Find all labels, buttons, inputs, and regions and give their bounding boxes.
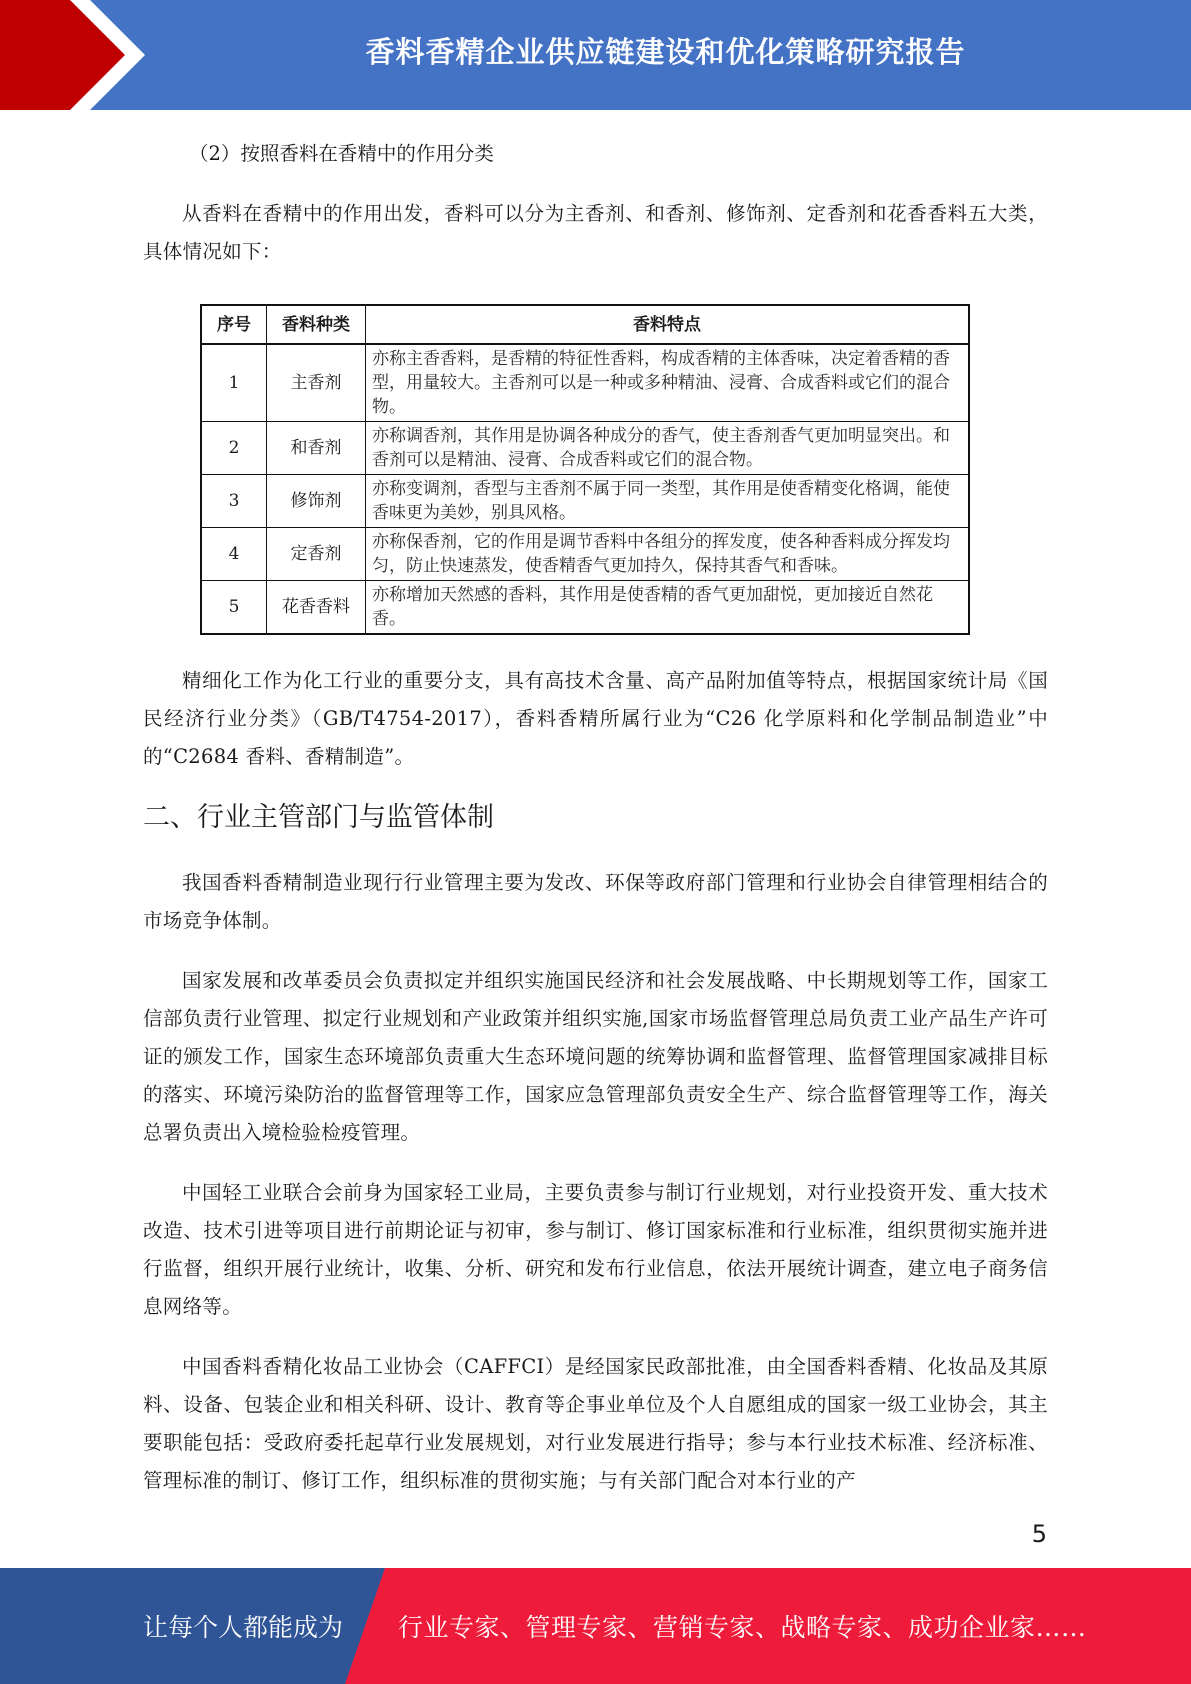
industry-classification-paragraph: 精细化工作为化工行业的重要分支，具有高技术含量、高产品附加值等特点，根据国家统计局《国民经济行业分类》（GB/T4754-2017），香料香精所属行业为“C26 化学原料和化学制品制造业”中的“C2684 香料、香精制造”。 — [143, 669, 1048, 768]
row-type: 和香剂 — [267, 422, 366, 475]
row-type: 主香剂 — [267, 344, 366, 422]
page-content-lower — [143, 662, 1048, 1500]
body-paragraph: 国家发展和改革委员会负责拟定并组织实施国民经济和社会发展战略、中长期规划等工作，国家工信部负责行业管理、拟定行业规划和产业政策并组织实施,国家市场监督管理总局负责工业产品生产许可证的颁发工作，国家生态环境部负责重大生态环境问题的统筹协调和监督管理、监督管理国家减排目标的落实、环境污染防治的监督管理等工作，国家应急管理部负责安全生产、综合监督管理等工作，海关总署负责出入境检验检疫管理。 — [143, 969, 1048, 1144]
row-type: 定香剂 — [267, 528, 366, 581]
page-content — [143, 135, 1048, 271]
table-row — [201, 581, 969, 635]
section-heading: 二、行业主管部门与监管体制 — [143, 802, 494, 833]
body-paragraph: 中国香料香精化妆品工业协会（CAFFCI）是经国家民政部批准，由全国香料香精、化妆品及其原料、设备、包装企业和相关科研、设计、教育等企事业单位及个人自愿组成的国家一级工业协会，其主要职能包括：受政府委托起草行业发展规划，对行业发展进行指导；参与本行业技术标准、经济标准、管理标准的制订、修订工作，组织标准的贯彻实施；与有关部门配合对本行业的产 — [143, 1355, 1048, 1492]
table-header-cell: 香料种类 — [267, 305, 366, 344]
row-number: 1 — [201, 344, 267, 422]
intro-paragraph: 从香料在香精中的作用出发，香料可以分为主香剂、和香剂、修饰剂、定香剂和花香香料五大类，具体情况如下： — [143, 202, 1048, 263]
body-paragraph: 中国轻工业联合会前身为国家轻工业局，主要负责参与制订行业规划，对行业投资开发、重大技术改造、技术引进等项目进行前期论证与初审，参与制订、修订国家标准和行业标准，组织贯彻实施并进行监督，组织开展行业统计，收集、分析、研究和发布行业信息，依法开展统计调查，建立电子商务信息网络等。 — [143, 1181, 1048, 1318]
header-band — [0, 0, 1191, 110]
document-title: 香料香精企业供应链建设和优化策略研究报告 — [365, 34, 966, 69]
header-arrow-decoration — [0, 0, 180, 110]
row-type: 花香香料 — [267, 581, 366, 635]
row-number: 5 — [201, 581, 267, 635]
table-row — [201, 475, 969, 528]
page-number: 5 — [1031, 1520, 1047, 1548]
body-paragraph: 我国香料香精制造业现行行业管理主要为发改、环保等政府部门管理和行业协会自律管理相结合的市场竞争体制。 — [143, 871, 1048, 932]
table-header-row — [201, 305, 969, 344]
row-feature: 亦称主香香料，是香精的特征性香料，构成香精的主体香味，决定着香精的香型，用量较大。主香剂可以是一种或多种精油、浸膏、合成香料或它们的混合物。 — [366, 344, 970, 422]
row-number: 2 — [201, 422, 267, 475]
row-feature: 亦称调香剂，其作用是协调各种成分的香气，使主香剂香气更加明显突出。和香剂可以是精油、浸膏、合成香料或它们的混合物。 — [366, 422, 970, 475]
fragrance-table-wrapper — [200, 304, 970, 635]
fragrance-types-table — [200, 304, 970, 635]
row-number: 4 — [201, 528, 267, 581]
footer-band — [0, 1568, 1191, 1684]
row-feature: 亦称保香剂，它的作用是调节香料中各组分的挥发度，使各种香料成分挥发均匀，防止快速蒸发，使香精香气更加持久，保持其香气和香味。 — [366, 528, 970, 581]
row-feature: 亦称增加天然感的香料，其作用是使香精的香气更加甜悦，更加接近自然花香。 — [366, 581, 970, 635]
row-type: 修饰剂 — [267, 475, 366, 528]
table-row — [201, 528, 969, 581]
table-header-cell: 序号 — [201, 305, 267, 344]
table-row — [201, 422, 969, 475]
table-header-cell: 香料特点 — [366, 305, 970, 344]
classification-subheading: （2）按照香料在香精中的作用分类 — [189, 142, 494, 165]
footer-slogan-left: 让每个人都能成为 — [143, 1613, 344, 1642]
row-feature: 亦称变调剂，香型与主香剂不属于同一类型，其作用是使香精变化格调，能使香味更为美妙，别具风格。 — [366, 475, 970, 528]
row-number: 3 — [201, 475, 267, 528]
footer-slogan-right: 行业专家、管理专家、营销专家、战略专家、成功企业家…… — [398, 1613, 1087, 1642]
table-row — [201, 344, 969, 422]
